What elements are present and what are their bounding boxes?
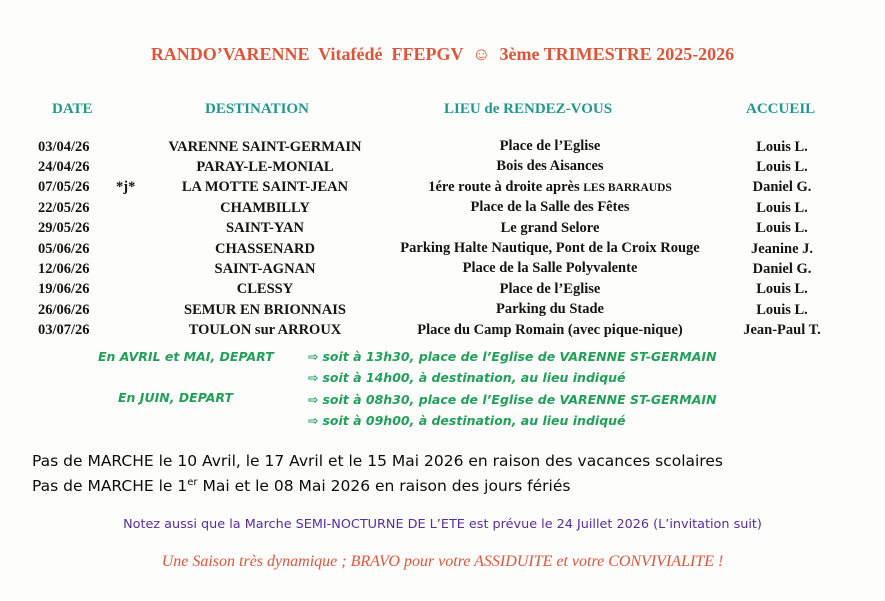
row-accueil: Louis L. [756,220,808,237]
row-lieu: Place de la Salle Polyvalente [462,260,638,277]
row-mark [116,300,166,320]
row-destination: TOULON sur ARROUX [188,322,342,339]
row-accueil: Louis L. [756,158,808,175]
row-destination: PARAY-LE-MONIAL [196,158,334,175]
departure-avril-mai-label: En AVRIL et MAI, DEPART [98,349,274,364]
table-row [38,239,828,259]
row-destination: CLESSY [236,281,294,298]
table-row [38,178,828,198]
row-mark [116,219,166,239]
row-mark: *j* [116,179,136,196]
notice-no-walk-public-holidays: Pas de MARCHE le 1er Mai et le 08 Mai 2026 en raison des jours fériés [32,477,571,496]
departure-juin-line-1: ⇨ soit à 08h30, place de l’Eglise de VARENNE ST-GERMAIN [308,392,717,407]
row-accueil: Jeanine J. [750,240,814,257]
row-accueil: Louis L. [756,199,808,216]
row-destination: LA MOTTE SAINT-JEAN [181,179,349,196]
row-mark [116,259,166,279]
row-mark [116,280,166,300]
notice-no-walk-holidays: Pas de MARCHE le 10 Avril, le 17 Avril et le 15 Mai 2026 en raison des vacances scolaires [32,452,723,470]
row-date: 26/06/26 [38,301,90,318]
header-lieu: LIEU de RENDEZ-VOUS [444,101,613,117]
row-destination: SAINT-AGNAN [214,260,316,277]
row-date: 03/04/26 [38,138,90,155]
arrow-right-icon: ⇨ [308,370,319,385]
notice-semi-nocturne: Notez aussi que la Marche SEMI-NOCTURNE DE L’ETE est prévue le 24 Juillet 2026 (L’invitation suit) [123,517,762,532]
row-lieu: Place du Camp Romain (avec pique-nique) [417,321,683,338]
table-row [38,280,828,300]
row-lieu: 1ére route à droite après LES BARRAUDS [428,178,672,195]
row-lieu: Bois des Aisances [496,158,604,175]
row-mark [116,198,166,218]
row-date: 05/06/26 [38,240,90,257]
row-date: 19/06/26 [38,281,90,298]
row-lieu: Parking Halte Nautique, Pont de la Croix Rouge [400,240,700,257]
row-mark [116,321,166,341]
row-accueil: Louis L. [756,301,808,318]
row-mark [116,137,166,157]
row-date: 07/05/26 [38,179,90,196]
row-mark [116,239,166,259]
row-lieu: Place de l’Eglise [499,138,601,154]
row-lieu: Le grand Selore [500,219,600,236]
row-lieu: Parking du Stade [496,301,604,318]
row-lieu: Place de la Salle des Fêtes [470,199,630,216]
arrow-right-icon: ⇨ [308,349,319,364]
header-date: DATE [52,101,93,117]
departure-juin-line-2: ⇨ soit à 09h00, à destination, au lieu indiqué [308,413,626,428]
table-row [38,157,828,177]
row-destination: SEMUR EN BRIONNAIS [184,301,346,318]
row-lieu: Place de l’Eglise [499,280,601,297]
row-accueil: Jean-Paul T. [743,322,821,339]
row-date: 24/04/26 [38,158,90,175]
row-accueil: Daniel G. [752,260,812,277]
row-accueil: Daniel G. [752,179,812,196]
arrow-right-icon: ⇨ [308,392,319,407]
departure-avril-mai-line-2: ⇨ soit à 14h00, à destination, au lieu indiqué [308,370,626,385]
row-destination: CHAMBILLY [220,199,310,216]
departure-avril-mai-line-1: ⇨ soit à 13h30, place de l’Eglise de VARENNE ST-GERMAIN [308,349,717,364]
row-accueil: Louis L. [756,138,808,155]
row-destination: VARENNE SAINT-GERMAIN [168,138,362,155]
row-date: 03/07/26 [38,322,90,339]
row-date: 22/05/26 [38,199,90,216]
departure-juin-label: En JUIN, DEPART [118,390,233,405]
arrow-right-icon: ⇨ [308,413,319,428]
row-date: 29/05/26 [38,220,90,237]
table-row [38,219,828,239]
table-row [38,259,828,279]
table-row [38,137,828,157]
row-destination: SAINT-YAN [226,220,304,237]
table-row [38,198,828,218]
row-destination: CHASSENARD [215,240,315,257]
row-accueil: Louis L. [756,281,808,298]
row-date: 12/06/26 [38,260,90,277]
row-mark [116,157,166,177]
page-title: RANDO’VARENNE Vitafédé FFEPGV ☺ 3ème TRIMESTRE 2025-2026 [150,44,735,64]
closing-message: Une Saison très dynamique ; BRAVO pour votre ASSIDUITE et votre CONVIVIALITE ! [161,553,724,570]
table-row [38,300,828,320]
header-destination: DESTINATION [205,101,309,117]
header-accueil: ACCUEIL [746,101,816,117]
table-row [38,321,828,341]
schedule-table [38,137,828,341]
